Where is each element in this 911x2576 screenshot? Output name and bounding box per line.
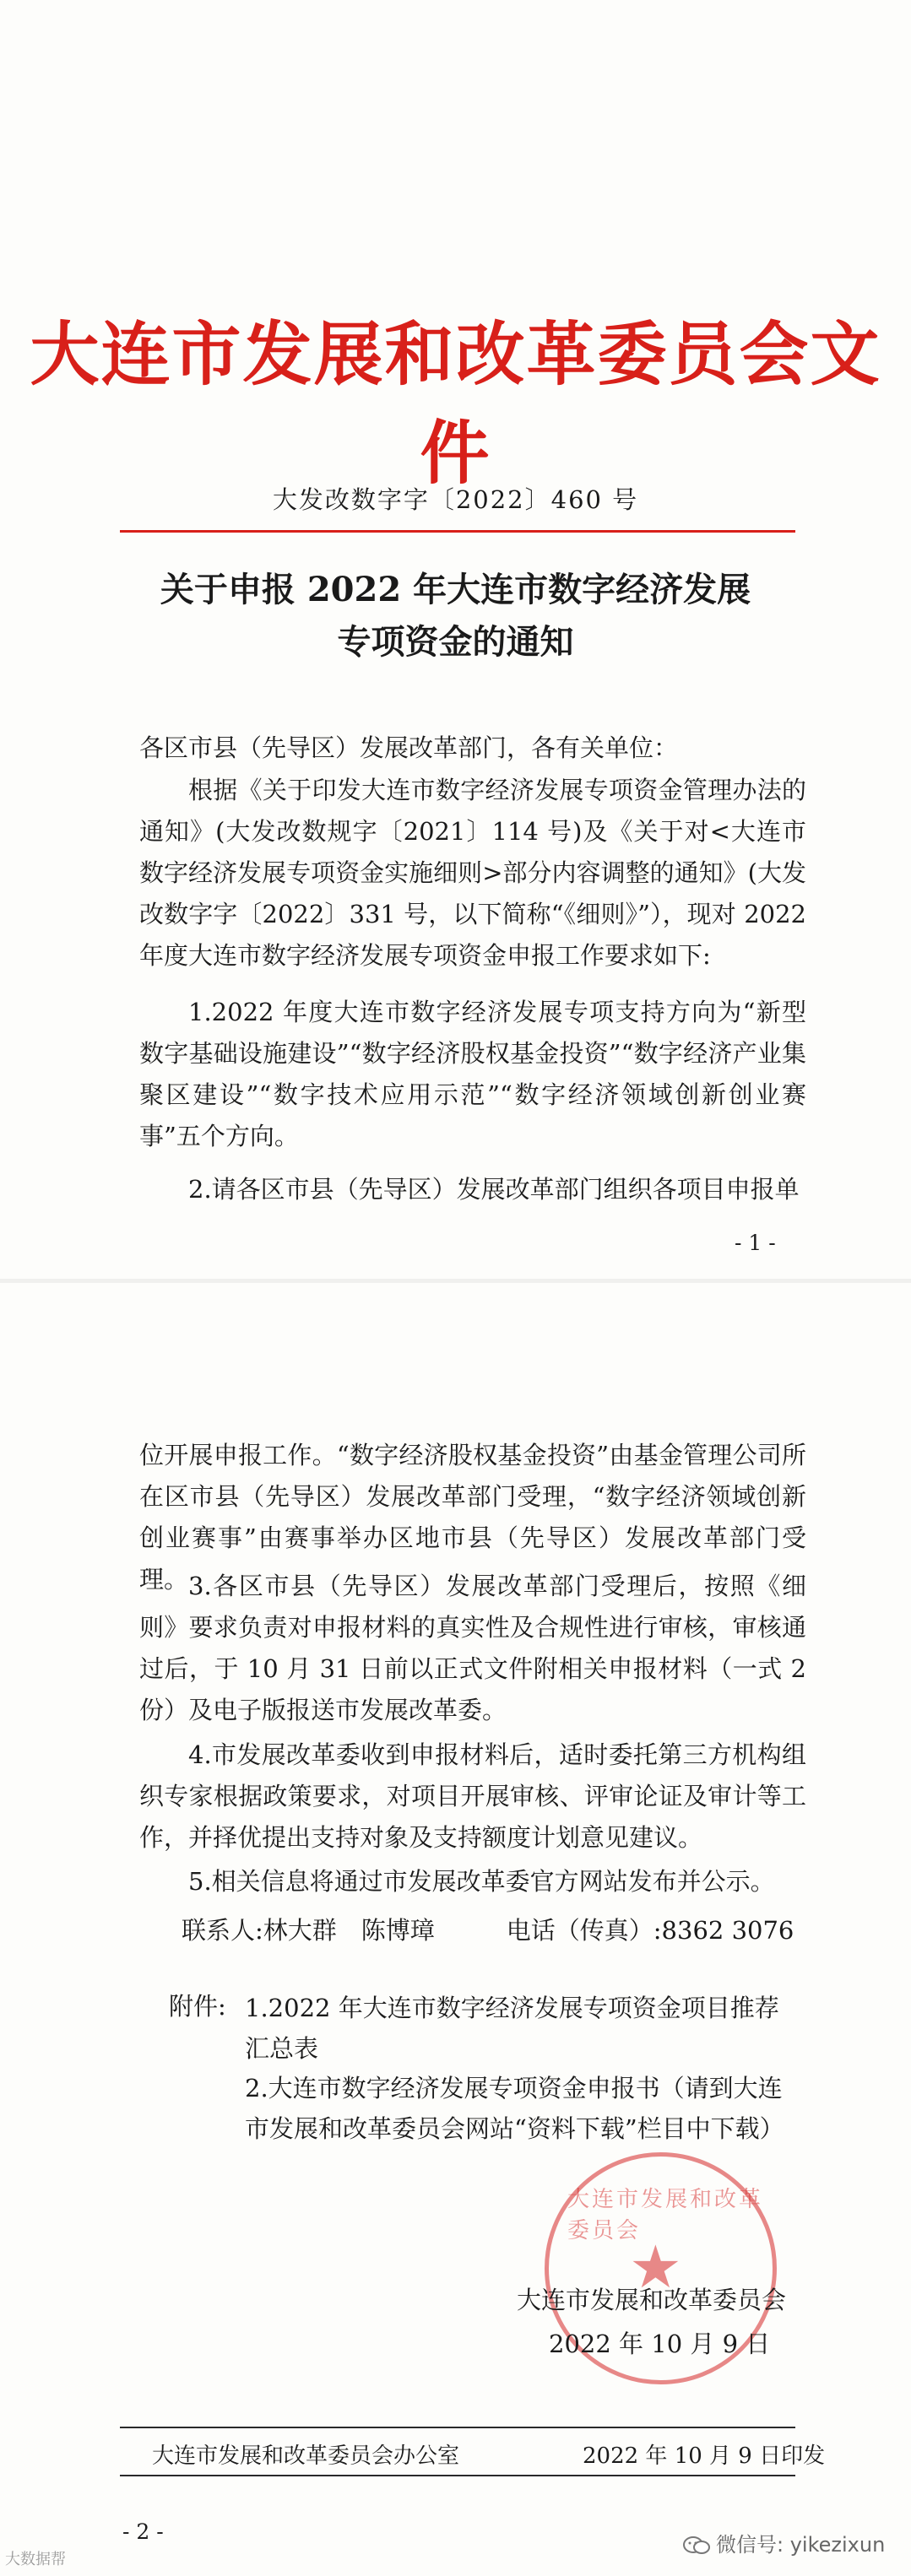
footer-issuing-office: 大连市发展和改革委员会办公室 (152, 2443, 460, 2469)
wechat-watermark (682, 2528, 885, 2557)
item-2-paragraph-cont: 位开展申报工作。“数字经济股权基金投资”由基金管理公司所在区市县（先导区）发展改革部门受理，“数字经济领域创新创业赛事”由赛事举办区地市县（先导区）发展改革部门受理。 (139, 1441, 806, 1594)
header-red-rule (120, 530, 795, 533)
page-number-2: - 2 - (122, 2519, 164, 2544)
document-header-title: 大连市发展和改革委员会文件 (30, 314, 881, 494)
seal-star-icon: ★ (629, 2232, 682, 2302)
signature-date: 2022 年 10 月 9 日 (549, 2330, 771, 2358)
notice-title (0, 564, 911, 668)
item-4-paragraph: 4.市发展改革委收到申报材料后，适时委托第三方机构组织专家根据政策要求，对项目开展审核、评审论证及审计等工作，并择优提出支持对象及支持额度计划意见建议。 (139, 1740, 806, 1852)
wechat-id-text: 微信号: yikezixun (716, 2533, 886, 2557)
page-number-1: - 1 - (735, 1231, 776, 1255)
notice-title-line-1: 关于申报 2022 年大连市数字经济发展 (160, 570, 751, 609)
attachment-item-2: 2.大连市数字经济发展专项资金申报书（请到大连市发展和改革委员会网站“资料下载”栏目中下载） (245, 2074, 784, 2143)
seal-text: 大连市发展和改革委员会 (567, 2187, 764, 2243)
attachment-item-1: 1.2022 年大连市数字经济发展专项资金项目推荐汇总表 (245, 1994, 779, 2063)
item-2-paragraph-start: 2.请各区市县（先导区）发展改革部门组织各项目申报单 (188, 1175, 800, 1204)
item-1-paragraph: 1.2022 年度大连市数字经济发展专项支持方向为“新型数字基础设施建设”“数字经济股权基金投资”“数字经济产业集聚区建设”“数字技术应用示范”“数字经济领域创新创业赛事”五个方向。 (139, 998, 806, 1150)
footer-print-date: 2022 年 10 月 9 日印发 (583, 2443, 826, 2469)
intro-paragraph: 根据《关于印发大连市数字经济发展专项资金管理办法的通知》(大发改数规字〔2021〕114 号)及《关于对<大连市数字经济发展专项资金实施细则>部分内容调整的通知》(大发改数字字〔2022〕331 号，以下简称“《细则》”），现对 2022 年度大连市数字经济发展专项资金申报工作要求如下: (139, 776, 806, 970)
item-3-paragraph: 3.各区市县（先导区）发展改革部门受理后，按照《细则》要求负责对申报材料的真实性及合规性进行审核，审核通过后，于 10 月 31 日前以正式文件附相关申报材料（一式 2 份）及电子版报送市发展改革委。 (139, 1572, 806, 1724)
corner-watermark: 大数据帮 (5, 2551, 66, 2568)
signature-organization: 大连市发展和改革委员会 (517, 2286, 787, 2314)
document-number: 大发改数字字〔2022〕460 号 (272, 485, 639, 514)
notice-title-line-2: 专项资金的通知 (337, 622, 574, 662)
salutation: 各区市县（先导区）发展改革部门，各有关单位： (139, 733, 679, 762)
attachments-label: 附件: (169, 1992, 226, 2021)
contact-persons: 联系人:林大群 陈博璋 (182, 1916, 435, 1945)
contact-phone: 电话（传真）:8362 3076 (506, 1916, 794, 1945)
footer-bottom-rule (120, 2475, 795, 2476)
item-5-paragraph: 5.相关信息将通过市发展改革委官方网站发布并公示。 (188, 1867, 775, 1896)
wechat-icon (682, 2535, 711, 2556)
contact-line (182, 1912, 794, 1946)
page-1 (0, 0, 911, 1283)
footer-top-rule (120, 2427, 795, 2428)
